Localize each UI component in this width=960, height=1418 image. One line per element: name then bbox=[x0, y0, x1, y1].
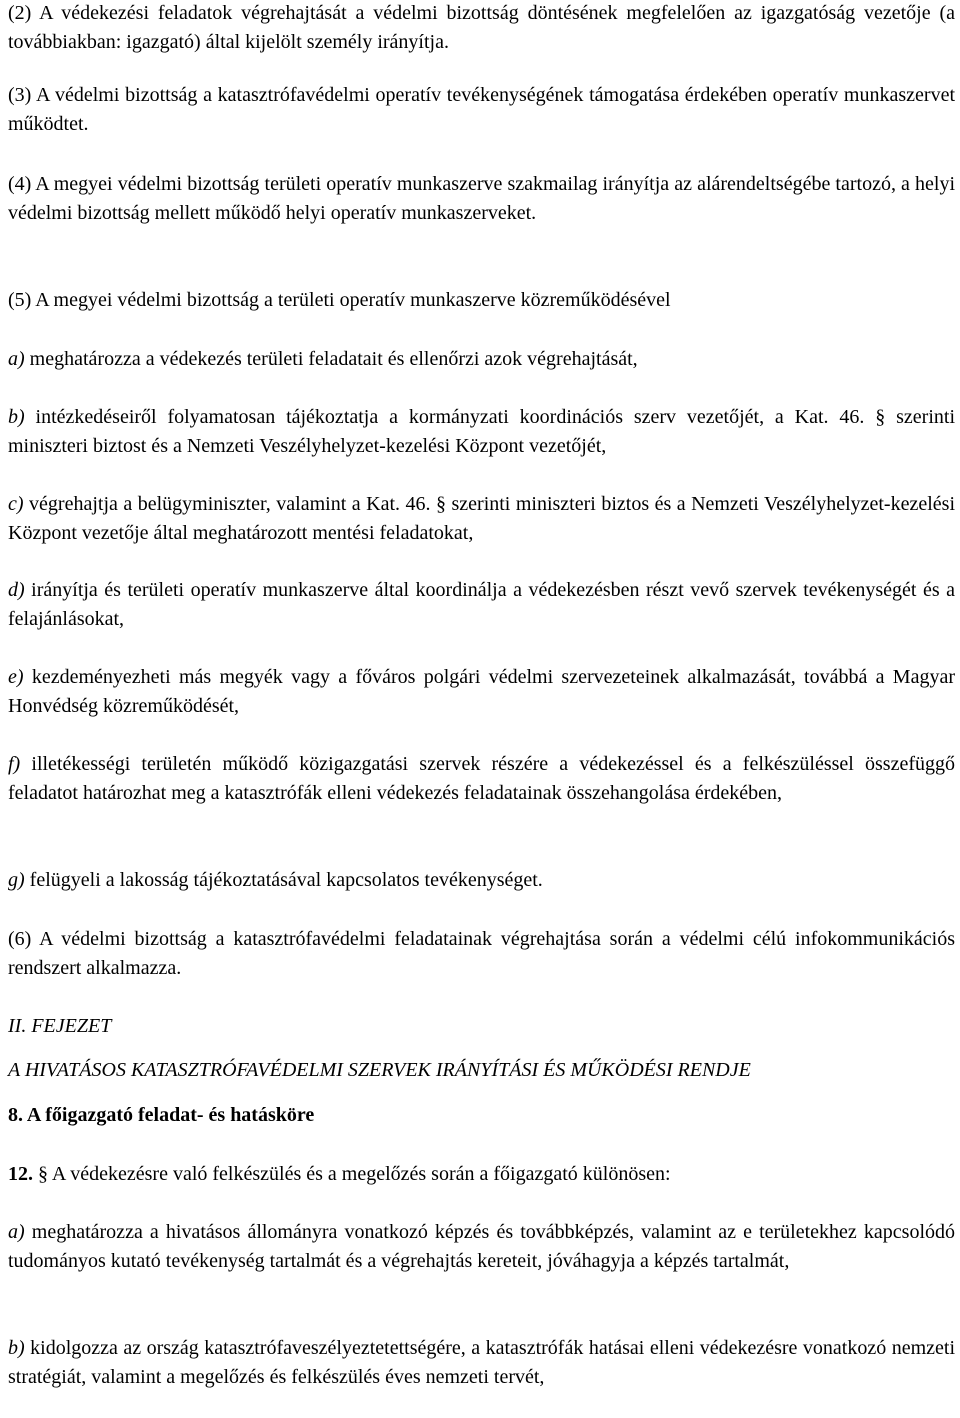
point-5d-text bbox=[8, 576, 955, 634]
point-label: b) bbox=[8, 406, 25, 428]
point-body: felügyeli a lakosság tájékoztatásával kapcsolatos tevékenységet. bbox=[29, 869, 543, 891]
point-body: irányítja és területi operatív munkaszerve által koordinálja a védekezésben részt vevő szervek tevékenységét és a felajánlásokat, bbox=[8, 579, 955, 630]
point-body: meghatározza a védekezés területi feladatait és ellenőrzi azok végrehajtását, bbox=[29, 348, 638, 370]
point-label: f) bbox=[8, 753, 21, 775]
point-label: a) bbox=[8, 348, 25, 370]
point-5g bbox=[8, 866, 955, 895]
point-5f bbox=[8, 750, 955, 808]
point-5c bbox=[8, 490, 955, 548]
article-point-a-text bbox=[8, 1218, 955, 1276]
chapter-number bbox=[8, 1012, 955, 1041]
point-5e-text bbox=[8, 663, 955, 721]
section-heading bbox=[8, 1101, 955, 1130]
paragraph-4-text: (4) A megyei védelmi bizottság területi operatív munkaszerve szakmailag irányítja az alárendeltségébe tartozó, a helyi védelmi bizottság mellett működő helyi operatív munkaszerveket. bbox=[8, 173, 955, 224]
paragraph-3-text: (3) A védelmi bizottság a katasztrófavédelmi operatív tevékenységének támogatása érdekében operatív munkaszervet működtet. bbox=[8, 84, 955, 135]
point-5e bbox=[8, 663, 955, 721]
paragraph-5-text: (5) A megyei védelmi bizottság a területi operatív munkaszerve közreműködésével bbox=[8, 289, 671, 311]
point-label: a) bbox=[8, 1221, 25, 1243]
point-5b bbox=[8, 403, 955, 461]
point-5g-text bbox=[8, 866, 955, 895]
point-5a bbox=[8, 345, 955, 374]
article-point-b bbox=[8, 1334, 955, 1392]
paragraph-3 bbox=[8, 81, 955, 139]
point-5d bbox=[8, 576, 955, 634]
point-5f-text bbox=[8, 750, 955, 808]
paragraph-5 bbox=[8, 286, 955, 315]
point-label: c) bbox=[8, 493, 24, 515]
point-body: meghatározza a hivatásos állományra vonatkozó képzés és továbbképzés, valamint az e területekhez kapcsolódó tudományos kutató tevékenység tartalmát és a végrehajtás kereteit, jóváhagyja a képzés tartalmát, bbox=[8, 1221, 955, 1272]
article-number: 12. bbox=[8, 1163, 33, 1185]
paragraph-6 bbox=[8, 925, 955, 983]
chapter-title-text: A HIVATÁSOS KATASZTRÓFAVÉDELMI SZERVEK IRÁNYÍTÁSI ÉS MŰKÖDÉSI RENDJE bbox=[8, 1059, 751, 1081]
paragraph-6-text: (6) A védelmi bizottság a katasztrófavédelmi feladatainak végrehajtása során a védelmi célú infokommunikációs rendszert alkalmazza. bbox=[8, 928, 955, 979]
point-body: kezdeményezheti más megyék vagy a főváros polgári védelmi szervezeteinek alkalmazását, továbbá a Magyar Honvédség közreműködését, bbox=[8, 666, 956, 717]
article-point-a bbox=[8, 1218, 955, 1276]
chapter-title bbox=[8, 1056, 955, 1085]
point-5c-text bbox=[8, 490, 955, 548]
paragraph-2 bbox=[8, 0, 955, 57]
point-body: illetékességi területén működő közigazgatási szervek részére a védekezéssel és a felkészüléssel összefüggő feladatot határozhat meg a katasztrófák elleni védekezés feladatainak összehangolása érdekében, bbox=[8, 753, 955, 804]
point-body: kidolgozza az ország katasztrófaveszélyeztetettségére, a katasztrófák hatásai elleni védekezésre vonatkozó nemzeti stratégiát, valamint a megelőzés és felkészülés éves nemzeti tervét, bbox=[8, 1337, 955, 1388]
point-body: végrehajtja a belügyminiszter, valamint a Kat. 46. § szerinti miniszteri biztos és a Nemzeti Veszélyhelyzet-kezelési Központ vezetője által meghatározott mentési feladatokat, bbox=[8, 493, 955, 544]
article-point-b-text bbox=[8, 1334, 955, 1392]
paragraph-2-text: (2) A védekezési feladatok végrehajtását a védelmi bizottság döntésének megfelelően az igazgatóság vezetője (a továbbiakban: igazgató) által kijelölt személy irányítja. bbox=[8, 2, 955, 53]
point-label: e) bbox=[8, 666, 24, 688]
section-heading-text: 8. A főigazgató feladat- és hatásköre bbox=[8, 1104, 315, 1126]
article-intro-text: § A védekezésre való felkészülés és a megelőzés során a főigazgató különösen: bbox=[38, 1163, 671, 1185]
point-5a-text bbox=[8, 345, 955, 374]
point-label: b) bbox=[8, 1337, 25, 1359]
point-label: g) bbox=[8, 869, 25, 891]
paragraph-4 bbox=[8, 170, 955, 228]
article-12 bbox=[8, 1160, 955, 1189]
point-5b-text bbox=[8, 403, 955, 461]
chapter-number-text: II. FEJEZET bbox=[8, 1015, 112, 1037]
point-body: intézkedéseiről folyamatosan tájékoztatja a kormányzati koordinációs szerv vezetőjét, a Kat. 46. § szerinti miniszteri biztost és a Nemzeti Veszélyhelyzet-kezelési Központ vezetőjét, bbox=[8, 406, 955, 457]
article-12-intro bbox=[8, 1160, 955, 1189]
point-label: d) bbox=[8, 579, 25, 601]
